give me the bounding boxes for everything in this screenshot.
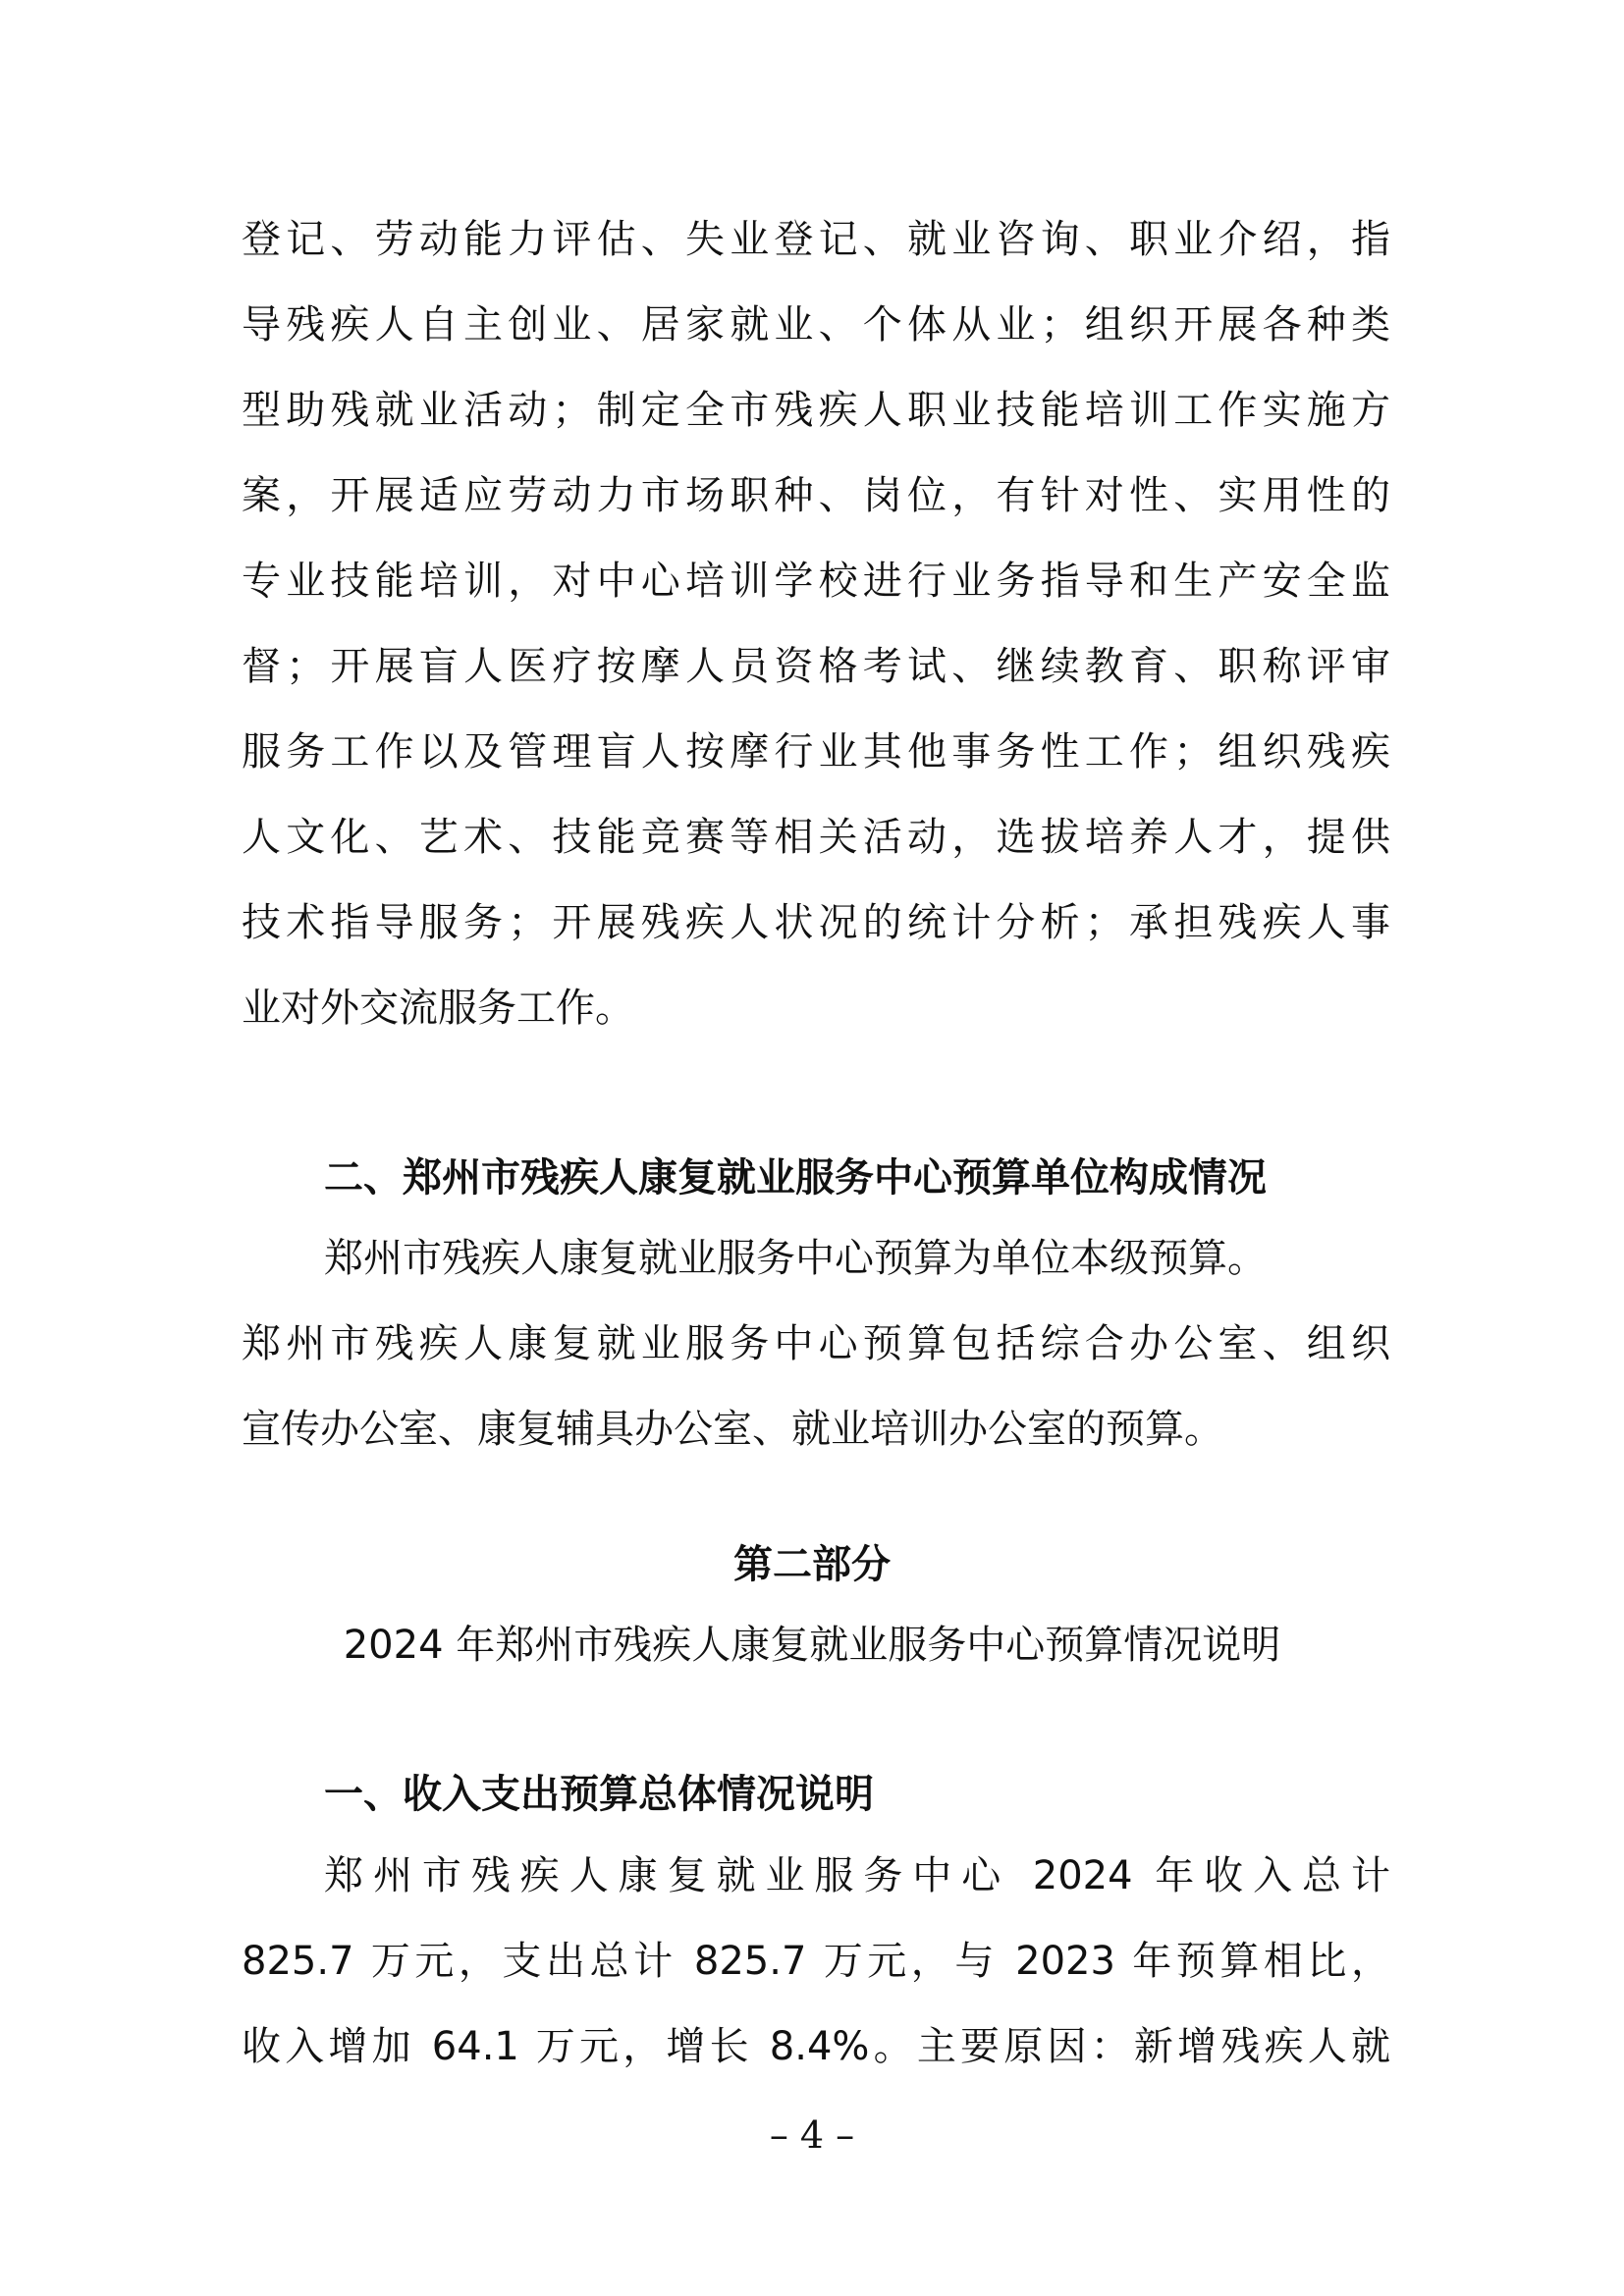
paragraph-line: 督；开展盲人医疗按摩人员资格考试、继续教育、职称评审 (242, 644, 1390, 689)
paragraph-line: 案，开展适应劳动力市场职种、岗位，有针对性、实用性的 (242, 473, 1390, 518)
paragraph-line: 专业技能培训，对中心培训学校进行业务指导和生产安全监 (242, 559, 1390, 604)
paragraph-line: 收入增加 64.1 万元，增长 8.4%。主要原因：新增残疾人就 (242, 2024, 1390, 2069)
paragraph-line: 导残疾人自主创业、居家就业、个体从业；组织开展各种类 (242, 302, 1390, 347)
section-heading: 一、收入支出预算总体情况说明 (324, 1772, 874, 1817)
paragraph-line: 服务工作以及管理盲人按摩行业其他事务性工作；组织残疾 (242, 729, 1390, 774)
paragraph-line: 型助残就业活动；制定全市残疾人职业技能培训工作实施方 (242, 388, 1390, 433)
paragraph-line: 业对外交流服务工作。 (242, 986, 634, 1031)
paragraph-line: 人文化、艺术、技能竞赛等相关活动，选拔培养人才，提供 (242, 815, 1390, 860)
section-heading: 二、郑州市残疾人康复就业服务中心预算单位构成情况 (324, 1155, 1267, 1201)
paragraph-line: 宣传办公室、康复辅具办公室、就业培训办公室的预算。 (242, 1407, 1223, 1452)
part-title: 第二部分 (733, 1542, 891, 1587)
paragraph-line: 郑州市残疾人康复就业服务中心 2024 年收入总计 (324, 1853, 1390, 1898)
paragraph-line: 技术指导服务；开展残疾人状况的统计分析；承担残疾人事 (242, 900, 1390, 945)
paragraph-line: 郑州市残疾人康复就业服务中心预算包括综合办公室、组织 (242, 1321, 1390, 1366)
paragraph-line: 825.7 万元，支出总计 825.7 万元，与 2023 年预算相比， (242, 1939, 1390, 1984)
part-subtitle: 2024 年郑州市残疾人康复就业服务中心预算情况说明 (343, 1623, 1281, 1668)
paragraph-line: 郑州市残疾人康复就业服务中心预算为单位本级预算。 (324, 1236, 1267, 1281)
paragraph-line: 登记、劳动能力评估、失业登记、就业咨询、职业介绍，指 (242, 217, 1390, 262)
page-number: – 4 – (769, 2113, 855, 2157)
